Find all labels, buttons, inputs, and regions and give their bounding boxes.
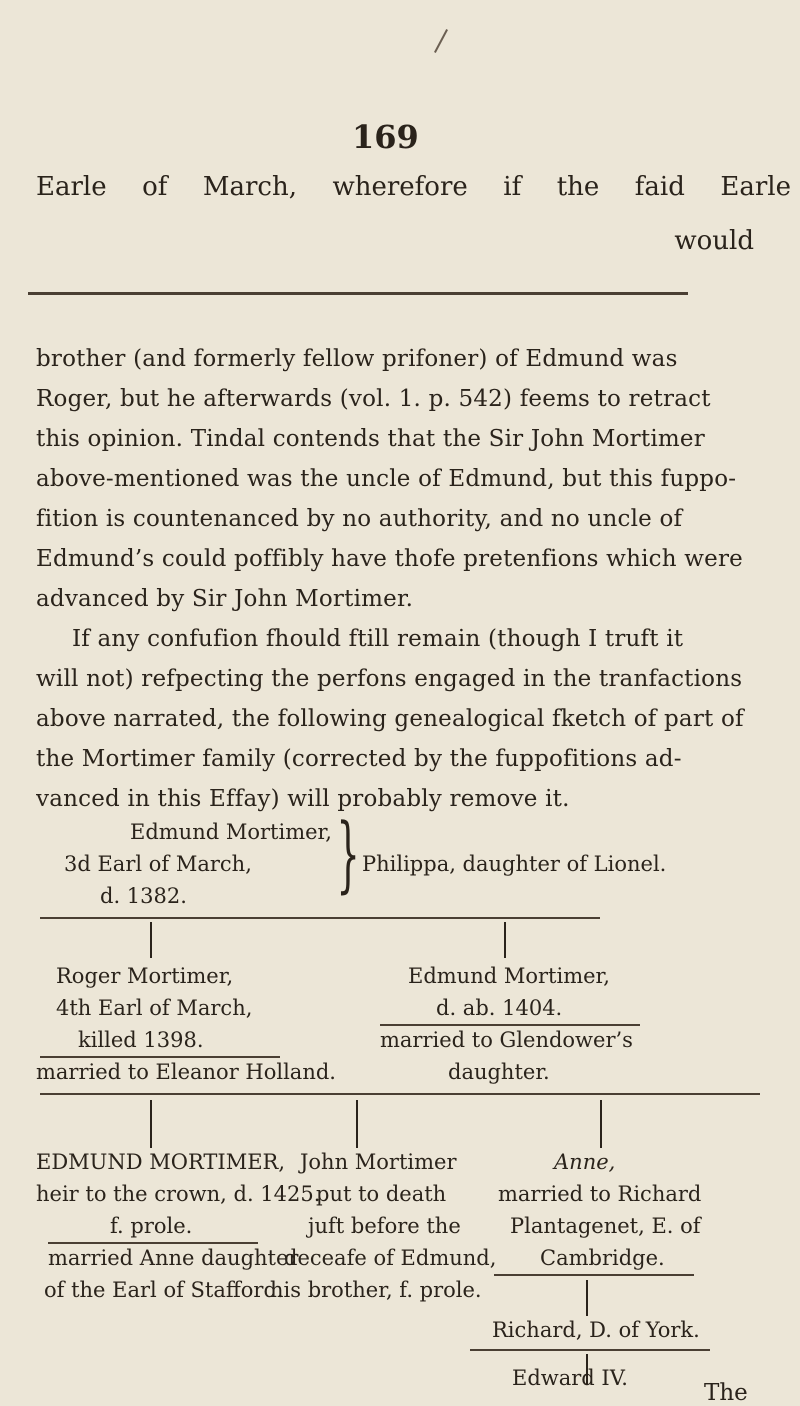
edmund-heir-issue: f. prole. <box>110 1214 193 1238</box>
anne-spouse-title: Cambridge. <box>540 1246 665 1270</box>
generation-rule <box>40 917 600 919</box>
descent-line <box>504 922 506 958</box>
root-title: 3d Earl of March, <box>64 852 252 876</box>
descent-line <box>586 1280 588 1316</box>
edmund-jr-name: Edmund Mortimer, <box>408 964 610 988</box>
edmund-heir-name: EDMUND MORTIMER, <box>36 1150 286 1174</box>
marriage-brace: } <box>336 807 360 902</box>
underline-rule <box>40 1056 280 1058</box>
text-line: the Mortimer family (corrected by the fuppofitions ad- <box>36 746 682 772</box>
header-word: Earle <box>36 172 107 202</box>
edward-name: Edward IV. <box>512 1366 628 1390</box>
ink-mark <box>434 29 448 53</box>
underline-rule <box>470 1349 710 1351</box>
john-name: John Mortimer <box>300 1150 457 1174</box>
anne-name: Anne, <box>554 1150 616 1174</box>
section-rule <box>28 292 688 295</box>
root-death: d. 1382. <box>100 884 187 908</box>
john-context: deceafe of Edmund, <box>284 1246 497 1270</box>
header-word: March, <box>202 172 297 202</box>
descent-line <box>150 1100 152 1148</box>
edmund-heir-status: heir to the crown, d. 1425. <box>36 1182 321 1206</box>
john-timing: juft before the <box>308 1214 461 1238</box>
edmund-jr-marriage: married to Glendower’s <box>380 1028 633 1052</box>
text-line: above-mentioned was the uncle of Edmund, but this fuppo- <box>36 466 737 492</box>
text-line: brother (and formerly fellow prifoner) of Edmund was <box>36 346 678 372</box>
header-word: faid <box>634 172 685 202</box>
text-line: fition is countenanced by no authority, and no uncle of <box>36 506 683 532</box>
john-issue: his brother, f. prole. <box>270 1278 482 1302</box>
header-word: wherefore <box>332 172 468 202</box>
text-line: will not) refpecting the perfons engaged in the tranfactions <box>36 666 743 692</box>
roger-name: Roger Mortimer, <box>56 964 234 988</box>
edmund-heir-spouse: of the Earl of Stafford. <box>44 1278 284 1302</box>
edmund-jr-death: d. ab. 1404. <box>436 996 563 1020</box>
roger-death: killed 1398. <box>78 1028 204 1052</box>
continuation-word: would <box>674 226 754 256</box>
text-line: Edmund’s could poffibly have thofe pretenfions which were <box>36 546 743 572</box>
descent-line <box>600 1100 602 1148</box>
text-line: above narrated, the following genealogical fketch of part of <box>36 706 744 732</box>
text-line: this opinion. Tindal contends that the Sir John Mortimer <box>36 426 705 452</box>
underline-rule <box>494 1274 694 1276</box>
roger-marriage: married to Eleanor Holland. <box>36 1060 336 1084</box>
root-name: Edmund Mortimer, <box>130 820 332 844</box>
page-number: 169 <box>352 118 419 156</box>
spouse-name: Philippa, daughter of Lionel. <box>362 852 667 876</box>
descent-line <box>356 1100 358 1148</box>
anne-spouse: Plantagenet, E. of <box>510 1214 701 1238</box>
text-line: If any confufion fhould ftill remain (though I truft it <box>72 626 684 652</box>
running-text-line <box>36 172 791 202</box>
descent-line <box>150 922 152 958</box>
text-line: advanced by Sir John Mortimer. <box>36 586 414 612</box>
edmund-jr-spouse: daughter. <box>448 1060 550 1084</box>
generation-rule <box>40 1093 760 1095</box>
roger-title: 4th Earl of March, <box>56 996 253 1020</box>
catchword: The <box>704 1380 748 1406</box>
header-word: Earle <box>720 172 791 202</box>
edmund-heir-marriage: married Anne daughter <box>48 1246 299 1270</box>
header-word: if <box>503 172 522 202</box>
richard-name: Richard, D. of York. <box>492 1318 700 1342</box>
underline-rule <box>48 1242 258 1244</box>
header-word: of <box>142 172 168 202</box>
text-line: vanced in this Effay) will probably remove it. <box>36 786 570 812</box>
text-line: Roger, but he afterwards (vol. 1. p. 542) feems to retract <box>36 386 711 412</box>
underline-rule <box>380 1024 640 1026</box>
header-word: the <box>556 172 600 202</box>
john-fate: put to death <box>316 1182 447 1206</box>
anne-marriage: married to Richard <box>498 1182 702 1206</box>
